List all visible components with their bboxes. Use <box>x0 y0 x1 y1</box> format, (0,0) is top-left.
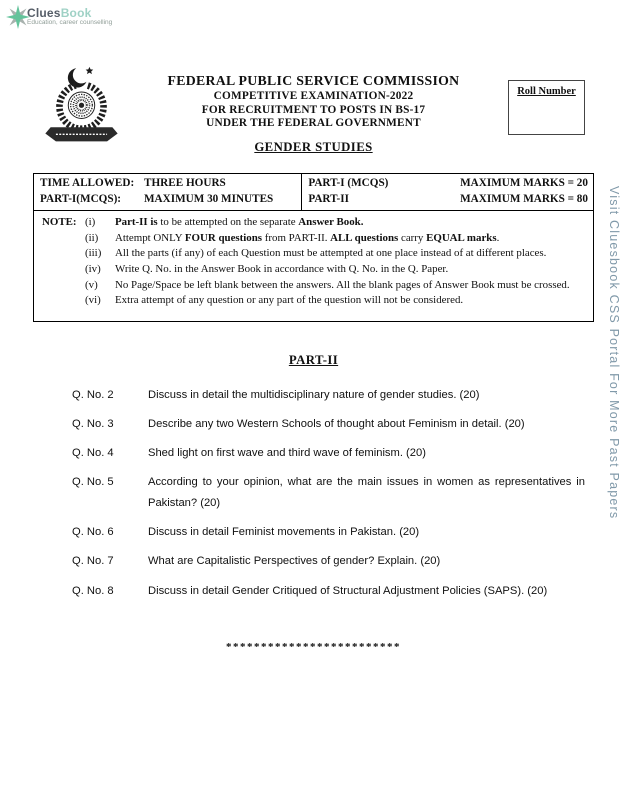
questions-list <box>72 385 627 602</box>
note-num-iv: (iv) <box>85 263 101 276</box>
part2-heading: PART-II <box>288 352 339 367</box>
note-plain: Attempt ONLY <box>115 231 185 244</box>
exam-name: COMPETITIVE EXAMINATION-2022 <box>213 89 414 102</box>
note-item-i <box>42 215 587 230</box>
note-label-spacer <box>42 231 85 246</box>
question-number: Q. No. 2 <box>72 388 114 401</box>
note-bold: Answer Book. <box>298 216 364 229</box>
note-bold: ALL questions <box>330 231 399 244</box>
instructions-box <box>33 173 594 321</box>
note-item-vi <box>42 293 587 308</box>
subject-title: GENDER STUDIES <box>254 139 373 154</box>
fpsc-crest-icon <box>33 64 130 150</box>
question-row <box>72 414 627 435</box>
part1-time-row <box>40 192 297 207</box>
part2-marks-row <box>308 192 588 207</box>
question-number: Q. No. 7 <box>72 555 114 568</box>
part2-marks-value: MAXIMUM MARKS = 80 <box>460 192 588 205</box>
question-text: Discuss in detail Feminist movements in Pakistan. (20) <box>148 526 420 539</box>
part1-marks-value: MAXIMUM MARKS = 20 <box>460 177 588 190</box>
part2-marks-label: PART-II <box>308 192 349 205</box>
note-num-iii: (iii) <box>85 247 102 260</box>
time-allowed-row <box>40 176 297 191</box>
question-number: Q. No. 3 <box>72 417 114 430</box>
recruitment-line: FOR RECRUITMENT TO POSTS IN BS-17 <box>201 103 426 116</box>
question-number: Q. No. 5 <box>72 476 114 489</box>
time-marks-table <box>34 174 593 211</box>
time-allowed-value: THREE HOURS <box>144 177 226 190</box>
note-plain: from PART-II. <box>262 231 331 244</box>
note-label: NOTE: <box>42 216 77 229</box>
maximum-marks-cell <box>302 174 593 210</box>
question-text: According to your opinion, what are the main issues in women as representatives in Pakistan? (20) <box>148 476 585 510</box>
question-row <box>72 385 627 406</box>
question-text: What are Capitalistic Perspectives of gender? Explain. (20) <box>148 555 441 568</box>
question-number: Q. No. 6 <box>72 526 114 539</box>
question-text: Discuss in detail Gender Critiqued of Structural Adjustment Policies (SAPS). (20) <box>148 584 548 597</box>
time-allowed-label: TIME ALLOWED: <box>40 177 135 190</box>
note-section <box>34 211 593 320</box>
roll-number-label: Roll Number <box>517 86 576 97</box>
note-text-i <box>115 215 587 230</box>
part1-time-label: PART-I(MCQS): <box>40 192 122 205</box>
note-num-vi: (vi) <box>85 294 101 307</box>
part1-marks-row <box>308 176 588 191</box>
note-item-ii <box>42 231 587 246</box>
note-bold: Part-II is <box>115 216 158 229</box>
note-label-spacer <box>42 293 85 308</box>
end-separator: ************************* <box>226 641 401 654</box>
note-plain: . <box>496 231 500 244</box>
question-row <box>72 522 627 543</box>
cluesbook-logo <box>5 4 112 30</box>
question-row <box>72 443 627 464</box>
note-text-v: No Page/Space be left blank between the answers. All the blank pages of Answer Book must be crossed. <box>115 278 570 291</box>
commission-title: FEDERAL PUBLIC SERVICE COMMISSION <box>167 73 460 88</box>
note-text-iv: Write Q. No. in the Answer Book in accordance with Q. No. in the Q. Paper. <box>115 263 449 276</box>
logo-brand <box>27 7 112 19</box>
question-text: Shed light on first wave and third wave of feminism. (20) <box>148 447 426 460</box>
logo-text-block <box>27 7 112 27</box>
note-label-spacer <box>42 278 85 293</box>
note-label-spacer <box>42 262 85 277</box>
logo-tagline: Education, career counselling <box>27 19 113 26</box>
time-allowed-cell <box>34 174 302 210</box>
note-num-ii: (ii) <box>85 231 99 244</box>
note-item-v <box>42 278 587 293</box>
note-item-iii <box>42 246 587 261</box>
logo-brand-secondary: Book <box>60 6 92 20</box>
question-text: Describe any two Western Schools of thought about Feminism in detail. (20) <box>148 417 525 430</box>
note-num-v: (v) <box>85 278 98 291</box>
question-row <box>72 551 627 572</box>
roll-number-box <box>508 80 585 135</box>
question-text: Discuss in detail the multidisciplinary nature of gender studies. (20) <box>148 388 480 401</box>
note-label-spacer <box>42 246 85 261</box>
note-plain: carry <box>398 231 427 244</box>
note-text-ii <box>115 231 587 246</box>
government-line: UNDER THE FEDERAL GOVERNMENT <box>206 117 421 130</box>
note-item-iv <box>42 262 587 277</box>
question-number: Q. No. 4 <box>72 447 114 460</box>
note-plain: to be attempted on the separate <box>157 216 299 229</box>
note-bold: FOUR questions <box>184 231 263 244</box>
vertical-promo-text: Visit Cluesbook CSS Portal For More Past Papers <box>607 186 621 520</box>
part1-time-value: MAXIMUM 30 MINUTES <box>144 192 274 205</box>
question-row <box>72 581 627 602</box>
logo-brand-primary: Clues <box>27 6 61 20</box>
question-number: Q. No. 8 <box>72 584 114 597</box>
note-bold: EQUAL marks <box>426 231 497 244</box>
note-text-vi: Extra attempt of any question or any part of the question will not be considered. <box>115 294 464 307</box>
note-num-i: (i) <box>85 216 96 229</box>
part1-marks-label: PART-I (MCQS) <box>308 177 389 190</box>
note-text-iii: All the parts (if any) of each Question must be attempted at one place instead of at different places. <box>115 247 547 260</box>
question-row <box>72 472 627 513</box>
